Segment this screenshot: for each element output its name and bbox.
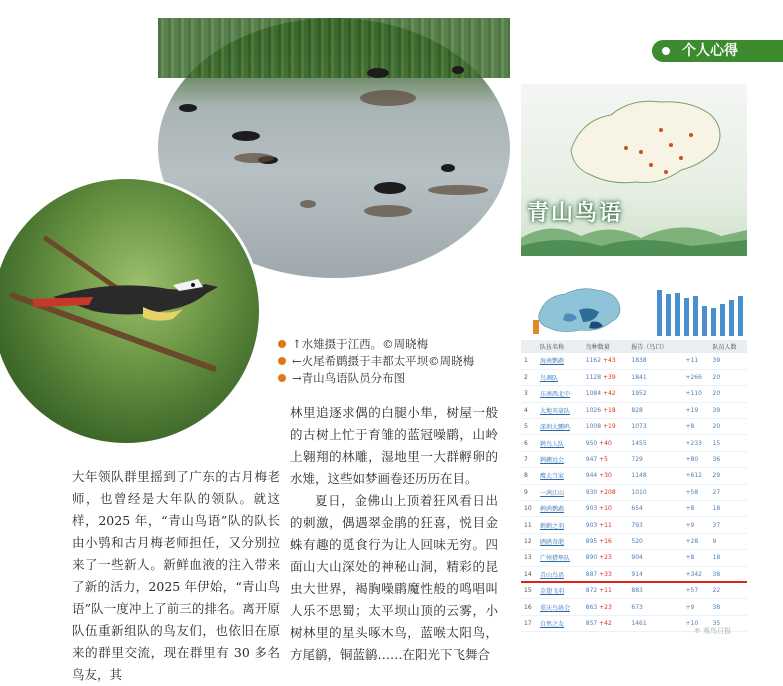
table-header-row	[521, 340, 747, 353]
reports-cell: 654	[628, 501, 682, 517]
species-delta: +18	[602, 406, 616, 414]
species-cell	[583, 566, 629, 582]
species-count: 947	[585, 456, 598, 464]
rank-cell: 14	[521, 566, 537, 582]
reports-cell: 883	[628, 582, 682, 598]
reports-cell: 729	[628, 451, 682, 467]
caption-sibia: ←火尾希鹛摄于丰都太平坝©周晓梅	[278, 353, 474, 370]
team-name-link[interactable]: 鹈鸟人队	[537, 435, 583, 451]
species-count: 857	[585, 619, 598, 627]
members-cell: 38	[710, 599, 748, 615]
species-cell	[583, 582, 629, 598]
members-cell: 20	[710, 369, 748, 385]
table-row	[521, 402, 747, 418]
species-count: 903	[585, 505, 598, 513]
members-cell: 9	[710, 533, 748, 549]
species-count: 890	[585, 554, 598, 562]
rank-cell: 1	[521, 353, 537, 369]
members-cell: 29	[710, 468, 748, 484]
species-count: 1162	[585, 357, 602, 365]
rank-cell: 9	[521, 484, 537, 500]
rank-cell: 6	[521, 435, 537, 451]
species-delta: +40	[599, 439, 612, 447]
species-cell	[583, 353, 629, 369]
article-column-right	[290, 402, 498, 666]
species-cell	[583, 419, 629, 435]
article-column-left	[72, 466, 280, 686]
members-cell: 18	[710, 550, 748, 566]
species-cell	[583, 599, 629, 615]
table-row	[521, 484, 747, 500]
col-header-species: 鸟种数量	[583, 340, 629, 353]
species-delta: +10	[599, 505, 612, 513]
caption-jacana: ↑水雉摄于江西。©周晓梅	[278, 336, 474, 353]
species-cell	[583, 484, 629, 500]
section-tag	[652, 40, 783, 62]
species-bar-chart	[653, 284, 747, 338]
flame-tailed-sibia-photo	[0, 176, 262, 446]
rank-cell: 2	[521, 369, 537, 385]
reports-delta-cell: +233	[682, 435, 709, 451]
reports-cell: 1461	[628, 615, 682, 631]
members-cell: 37	[710, 517, 748, 533]
species-delta: +39	[602, 374, 616, 382]
species-count: 950	[585, 439, 598, 447]
species-count: 872	[585, 587, 598, 595]
china-map-outline	[551, 90, 731, 200]
species-cell	[583, 435, 629, 451]
members-cell: 38	[710, 566, 748, 582]
table-row	[521, 386, 747, 402]
species-cell	[583, 468, 629, 484]
reports-cell: 1010	[628, 484, 682, 500]
species-count: 944	[585, 472, 598, 480]
team-name-link[interactable]: 自然之友	[537, 615, 583, 631]
species-count: 895	[585, 537, 598, 545]
table-row	[521, 550, 747, 566]
table-row	[521, 451, 747, 467]
team-name-link[interactable]: 大地英豪队	[537, 402, 583, 418]
species-count: 1128	[585, 374, 602, 382]
rank-cell: 12	[521, 533, 537, 549]
species-count: 1026	[585, 406, 602, 414]
article-paragraph: 夏日，金佛山上顶着狂风看日出的刺激，偶遇翠金鹃的狂喜，悦目金蛛有趣的觅食行为让人回味无穷。四面山大山深处的神秘山洞，精彩的昆虫大世界，褐胸噪鹛魔性般的鸣唱叫人乐不思蜀；太平坝山顶的云雾，小树林里的星头啄木鸟，蓝喉太阳鸟，方尾鹟，铜蓝鹟……在阳光下飞舞合	[290, 493, 498, 662]
reports-cell: 828	[628, 402, 682, 418]
reports-delta-cell: +9	[682, 599, 709, 615]
species-cell	[583, 615, 629, 631]
article-paragraph: 大年领队群里摇到了广东的古月梅老师，也曾经是大年队的领队。就这样，2025 年，“青山鸟语”队的队长由小鸮和古月梅老师担任，又分别拉来了一些新人。新鲜血液的注入带来了新的活力，2025 年伊始，“青山鸟语”队一度冲上了前三的排名。离开原队伍重新组队的鸟友们，也依旧在原来的群里交流，现在群里有 30 多名鸟友，其	[72, 469, 280, 682]
species-delta: +23	[599, 603, 612, 611]
team-name-link[interactable]: 鸥鸥奇葩	[537, 533, 583, 549]
team-name-link[interactable]: 鸟调队	[537, 369, 583, 385]
reports-cell: 520	[628, 533, 682, 549]
team-name-link[interactable]: 鹌鹑鹦鹉	[537, 501, 583, 517]
reports-delta-cell: +11	[682, 353, 709, 369]
members-cell: 27	[710, 484, 748, 500]
species-count: 1084	[585, 390, 602, 398]
caption-map: →青山鸟语队员分布图	[278, 370, 474, 387]
members-cell: 36	[710, 451, 748, 467]
col-header	[682, 340, 709, 353]
rank-cell: 16	[521, 599, 537, 615]
species-delta: +11	[599, 521, 612, 529]
reports-delta-cell: +8	[682, 550, 709, 566]
reports-delta-cell: +80	[682, 451, 709, 467]
species-count: 887	[585, 570, 598, 578]
team-name-link[interactable]: 东南西北中	[537, 386, 583, 402]
team-name-link[interactable]: 海南鹦鹉	[537, 353, 583, 369]
col-header	[521, 340, 537, 353]
col-header-team: 队伍名称	[537, 340, 583, 353]
species-cell	[583, 517, 629, 533]
rank-cell: 7	[521, 451, 537, 467]
species-delta: +42	[599, 619, 612, 627]
reports-delta-cell: +8	[682, 419, 709, 435]
members-cell: 20	[710, 386, 748, 402]
species-delta: +19	[602, 423, 616, 431]
team-name-link[interactable]: 一鸿江山	[537, 484, 583, 500]
species-cell	[583, 550, 629, 566]
species-delta: +42	[602, 390, 616, 398]
col-header-reports: 报告（鸟口）	[628, 340, 682, 353]
rank-cell: 13	[521, 550, 537, 566]
species-cell	[583, 501, 629, 517]
table-row	[521, 468, 747, 484]
team-name-link[interactable]: 鹈鹕远会	[537, 451, 583, 467]
reports-delta-cell: +612	[682, 468, 709, 484]
table-row	[521, 501, 747, 517]
article-paragraph: 林里追逐求偶的白腿小隼，树屋一般的古树上忙于育雏的蓝冠噪鹛，山岭上翱翔的林雕，湿地里一大群孵卵的水雉，这些如梦画卷还历历在目。	[290, 405, 498, 486]
reports-delta-cell: +266	[682, 369, 709, 385]
watermark: ℗ 观鸟日报	[693, 627, 731, 635]
team-name-link[interactable]: 重庆鸟协会	[537, 599, 583, 615]
reports-delta-cell: +8	[682, 501, 709, 517]
reports-cell: 1952	[628, 386, 682, 402]
team-name-link[interactable]: 青山鸟语	[537, 566, 583, 582]
table-row	[521, 566, 747, 582]
photo-captions	[278, 336, 474, 387]
species-delta: +33	[599, 570, 612, 578]
table-row	[521, 582, 747, 598]
members-cell: 39	[710, 353, 748, 369]
reports-delta-cell: +58	[682, 484, 709, 500]
table-row	[521, 435, 747, 451]
ranking-rows	[521, 353, 747, 632]
species-delta: +30	[599, 472, 612, 480]
species-cell	[583, 533, 629, 549]
qingshan-logo: 青山鸟语	[527, 200, 624, 226]
rank-cell: 15	[521, 582, 537, 598]
species-delta: +43	[602, 357, 616, 365]
members-cell: 15	[710, 435, 748, 451]
reports-cell: 673	[628, 599, 682, 615]
species-count: 903	[585, 521, 598, 529]
rank-cell: 8	[521, 468, 537, 484]
reports-delta-cell: +10	[682, 615, 709, 631]
province-heatmap	[529, 284, 625, 338]
rank-cell: 10	[521, 501, 537, 517]
col-header-members: 队员人数	[710, 340, 748, 353]
reports-cell: 1455	[628, 435, 682, 451]
species-cell	[583, 402, 629, 418]
team-distribution-map	[521, 84, 747, 256]
members-cell: 18	[710, 501, 748, 517]
species-delta: +11	[599, 587, 612, 595]
reports-cell: 1148	[628, 468, 682, 484]
reports-cell: 793	[628, 517, 682, 533]
species-count: 930	[585, 488, 598, 496]
rank-cell: 11	[521, 517, 537, 533]
table-row	[521, 599, 747, 615]
species-cell	[583, 369, 629, 385]
team-name-link[interactable]: 鹰大当家	[537, 468, 583, 484]
table-row	[521, 369, 747, 385]
members-cell: 22	[710, 582, 748, 598]
reports-delta-cell: +342	[682, 566, 709, 582]
rank-cell: 5	[521, 419, 537, 435]
table-row	[521, 533, 747, 549]
reports-cell: 1838	[628, 353, 682, 369]
rank-cell: 4	[521, 402, 537, 418]
table-row	[521, 517, 747, 533]
table-row	[521, 353, 747, 369]
rank-cell: 17	[521, 615, 537, 631]
reports-delta-cell: +57	[682, 582, 709, 598]
members-cell: 20	[710, 419, 748, 435]
team-name-link[interactable]: 深圳大鹏鸣	[537, 419, 583, 435]
reports-cell: 904	[628, 550, 682, 566]
reports-cell: 914	[628, 566, 682, 582]
species-delta: +208	[599, 488, 616, 496]
members-cell: 39	[710, 402, 748, 418]
bird-illustration	[0, 179, 265, 449]
statistics-charts	[521, 282, 747, 340]
reports-delta-cell: +110	[682, 386, 709, 402]
table-row	[521, 419, 747, 435]
species-delta: +16	[599, 537, 612, 545]
team-name-link[interactable]: 广州猎隼队	[537, 550, 583, 566]
reports-cell: 1841	[628, 369, 682, 385]
species-delta: +23	[599, 554, 612, 562]
team-ranking-table	[521, 340, 747, 658]
members-cell: 35	[710, 615, 748, 631]
reports-delta-cell: +28	[682, 533, 709, 549]
species-cell	[583, 451, 629, 467]
rank-cell: 3	[521, 386, 537, 402]
species-cell	[583, 386, 629, 402]
species-count: 863	[585, 603, 598, 611]
species-count: 1008	[585, 423, 602, 431]
section-tag-label: 个人心得	[682, 43, 738, 59]
team-name-link[interactable]: 鹤鹤之羽	[537, 517, 583, 533]
tag-dot	[662, 47, 670, 55]
reports-delta-cell: +19	[682, 402, 709, 418]
species-delta: +5	[599, 456, 609, 464]
team-name-link[interactable]: 金翅飞羽	[537, 582, 583, 598]
reports-delta-cell: +9	[682, 517, 709, 533]
reports-cell: 1073	[628, 419, 682, 435]
